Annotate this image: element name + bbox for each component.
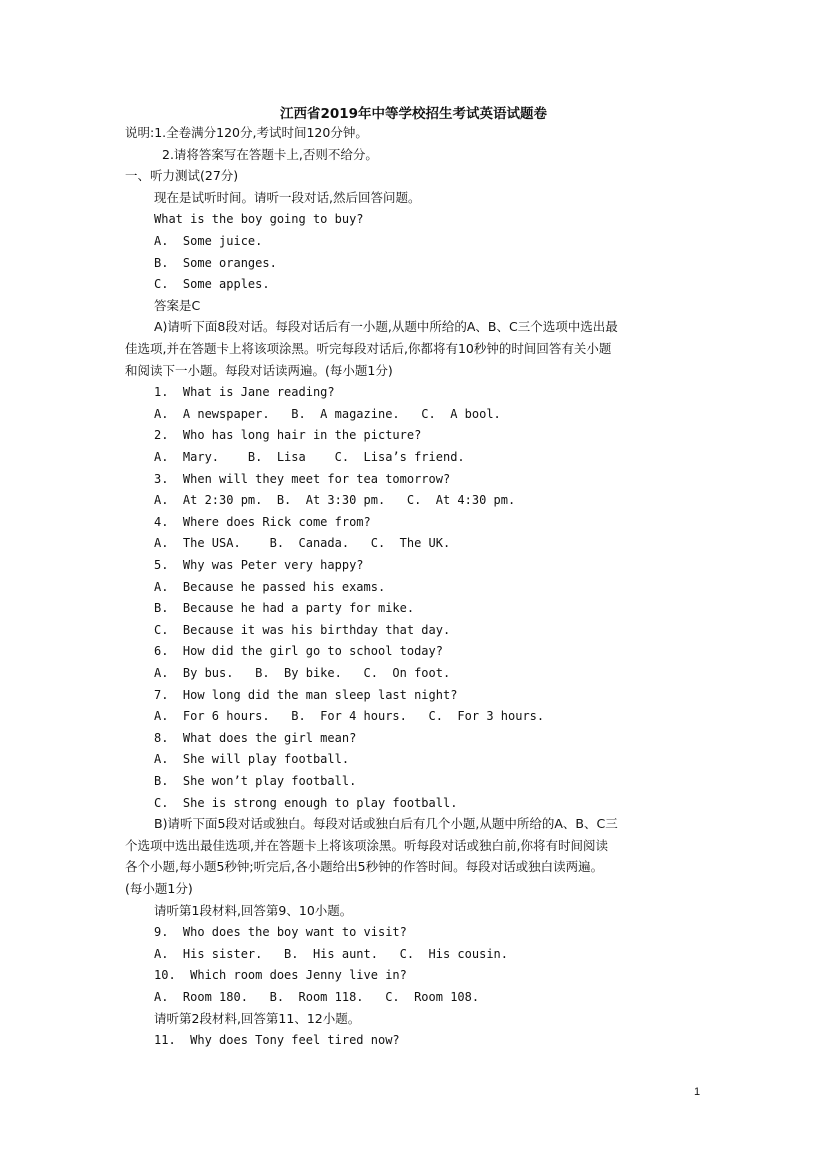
text-line: 和阅读下一小题。每段对话读两遍。(每小题1分) [125, 362, 393, 378]
text-line: A. Because he passed his exams. [154, 579, 386, 594]
text-line: A. A newspaper. B. A magazine. C. A bool. [154, 406, 501, 421]
text-line: B. Some oranges. [154, 255, 277, 270]
text-line: A. His sister. B. His aunt. C. His cousin. [154, 946, 509, 961]
text-line: B)请听下面5段对话或独白。每段对话或独白后有几个小题,从题中所给的A、B、C三 [154, 816, 618, 832]
text-line: 请听第2段材料,回答第11、12小题。 [154, 1010, 361, 1026]
text-line: 个选项中选出最佳选项,并在答题卡上将该项涂黑。听每段对话或独白前,你将有时间阅读 [125, 837, 608, 853]
text-line: A)请听下面8段对话。每段对话后有一小题,从题中所给的A、B、C三个选项中选出最 [154, 319, 618, 335]
text-line: 9. Who does the boy want to visit? [154, 925, 407, 940]
text-line: 佳选项,并在答题卡上将该项涂黑。听完每段对话后,你都将有10秒钟的时间回答有关小题 [125, 341, 612, 356]
text-line: 答案是C [154, 297, 201, 313]
text-line: 说明:1.全卷满分120分,考试时间120分钟。 [125, 125, 368, 140]
text-line: 2. Who has long hair in the picture? [154, 428, 422, 443]
text-line: B. She won’t play football. [154, 774, 357, 788]
text-line: 6. How did the girl go to school today? [154, 644, 443, 659]
text-line: B. Because he had a party for mike. [154, 601, 415, 616]
document-title: 江西省2019年中等学校招生考试英语试题卷 [279, 106, 548, 122]
text-line: 1. What is Jane reading? [154, 385, 335, 400]
text-line: 各个小题,每小题5秒钟;听完后,各小题给出5秒钟的作答时间。每段对话或独白读两遍。 [125, 859, 604, 875]
text-line: 请听第1段材料,回答第9、10小题。 [154, 902, 353, 918]
text-line: C. Some apples. [154, 277, 270, 292]
text-line: C. Because it was his birthday that day. [154, 622, 451, 637]
text-line: A. For 6 hours. B. For 4 hours. C. For 3 hours. [154, 709, 545, 724]
text-line: A. The USA. B. Canada. C. The UK. [154, 536, 451, 551]
text-line: 11. Why does Tony feel tired now? [154, 1033, 400, 1048]
text-line: 8. What does the girl mean? [154, 730, 357, 745]
text-line: A. Room 180. B. Room 118. C. Room 108. [154, 990, 480, 1004]
text-line: 一、听力测试(27分) [125, 168, 239, 184]
text-line: What is the boy going to buy? [154, 212, 364, 227]
text-line: A. Some juice. [154, 234, 263, 248]
text-line: 5. Why was Peter very happy? [154, 558, 364, 572]
text-line: A. Mary. B. Lisa C. Lisa’s friend. [154, 450, 465, 464]
text-line: 2.请将答案写在答题卡上,否则不给分。 [162, 146, 378, 162]
text-line: A. By bus. B. By bike. C. On foot. [154, 666, 451, 680]
text-line: 4. Where does Rick come from? [154, 514, 371, 529]
text-line: 3. When will they meet for tea tomorrow? [154, 471, 451, 486]
text-line: 7. How long did the man sleep last night? [154, 687, 458, 702]
text-line: C. She is strong enough to play football. [154, 795, 458, 810]
page-number: 1 [694, 1086, 701, 1098]
text-line: (每小题1分) [125, 881, 193, 896]
text-line: 现在是试听时间。请听一段对话,然后回答问题。 [154, 189, 421, 205]
text-line: A. At 2:30 pm. B. At 3:30 pm. C. At 4:30 pm. [154, 493, 516, 508]
text-line: 10. Which room does Jenny live in? [154, 968, 407, 983]
text-line: A. She will play football. [154, 752, 350, 767]
